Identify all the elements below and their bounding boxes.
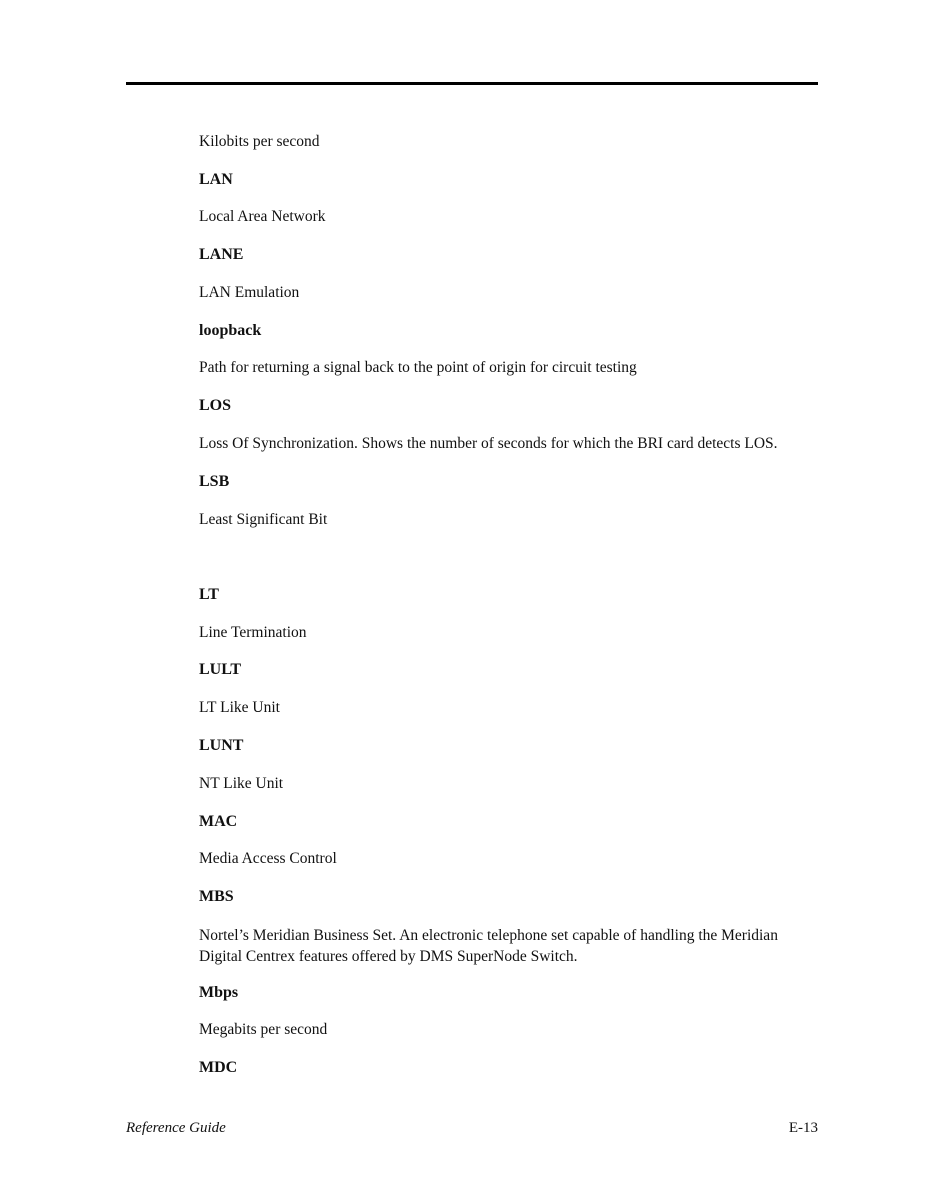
definition-loopback: Path for returning a signal back to the point of origin for circuit testing [199, 359, 637, 376]
term-lsb: LSB [199, 473, 230, 490]
definition-mbs: Nortel’s Meridian Business Set. An electronic telephone set capable of handling the Meridian Digital Centrex features offered by DMS SuperNode Switch. [199, 927, 778, 965]
term-los: LOS [199, 397, 232, 414]
term-mbps: Mbps [199, 984, 239, 1001]
definition-lt: Line Termination [199, 624, 307, 641]
definition-lult: LT Like Unit [199, 699, 280, 716]
term-mac: MAC [199, 813, 238, 830]
definition-lsb: Least Significant Bit [199, 511, 328, 528]
footer-page-number: E-13 [788, 1120, 818, 1136]
definition-mbps: Megabits per second [199, 1021, 328, 1038]
term-loopback: loopback [199, 322, 262, 339]
term-lunt: LUNT [199, 737, 244, 754]
term-mdc: MDC [199, 1059, 238, 1076]
term-lan: LAN [199, 171, 233, 188]
definition-lunt: NT Like Unit [199, 775, 284, 792]
definition-mac: Media Access Control [199, 850, 337, 867]
definition-lan: Local Area Network [199, 208, 326, 225]
term-mbs: MBS [199, 888, 234, 905]
definition-kbps: Kilobits per second [199, 133, 320, 150]
term-lult: LULT [199, 661, 242, 678]
definition-los: Loss Of Synchronization. Shows the number of seconds for which the BRI card detects LOS. [199, 435, 778, 452]
definition-lane: LAN Emulation [199, 284, 300, 301]
footer-document-title: Reference Guide [126, 1120, 226, 1136]
term-lane: LANE [199, 246, 244, 263]
header-rule [126, 82, 818, 85]
term-lt: LT [199, 586, 219, 603]
